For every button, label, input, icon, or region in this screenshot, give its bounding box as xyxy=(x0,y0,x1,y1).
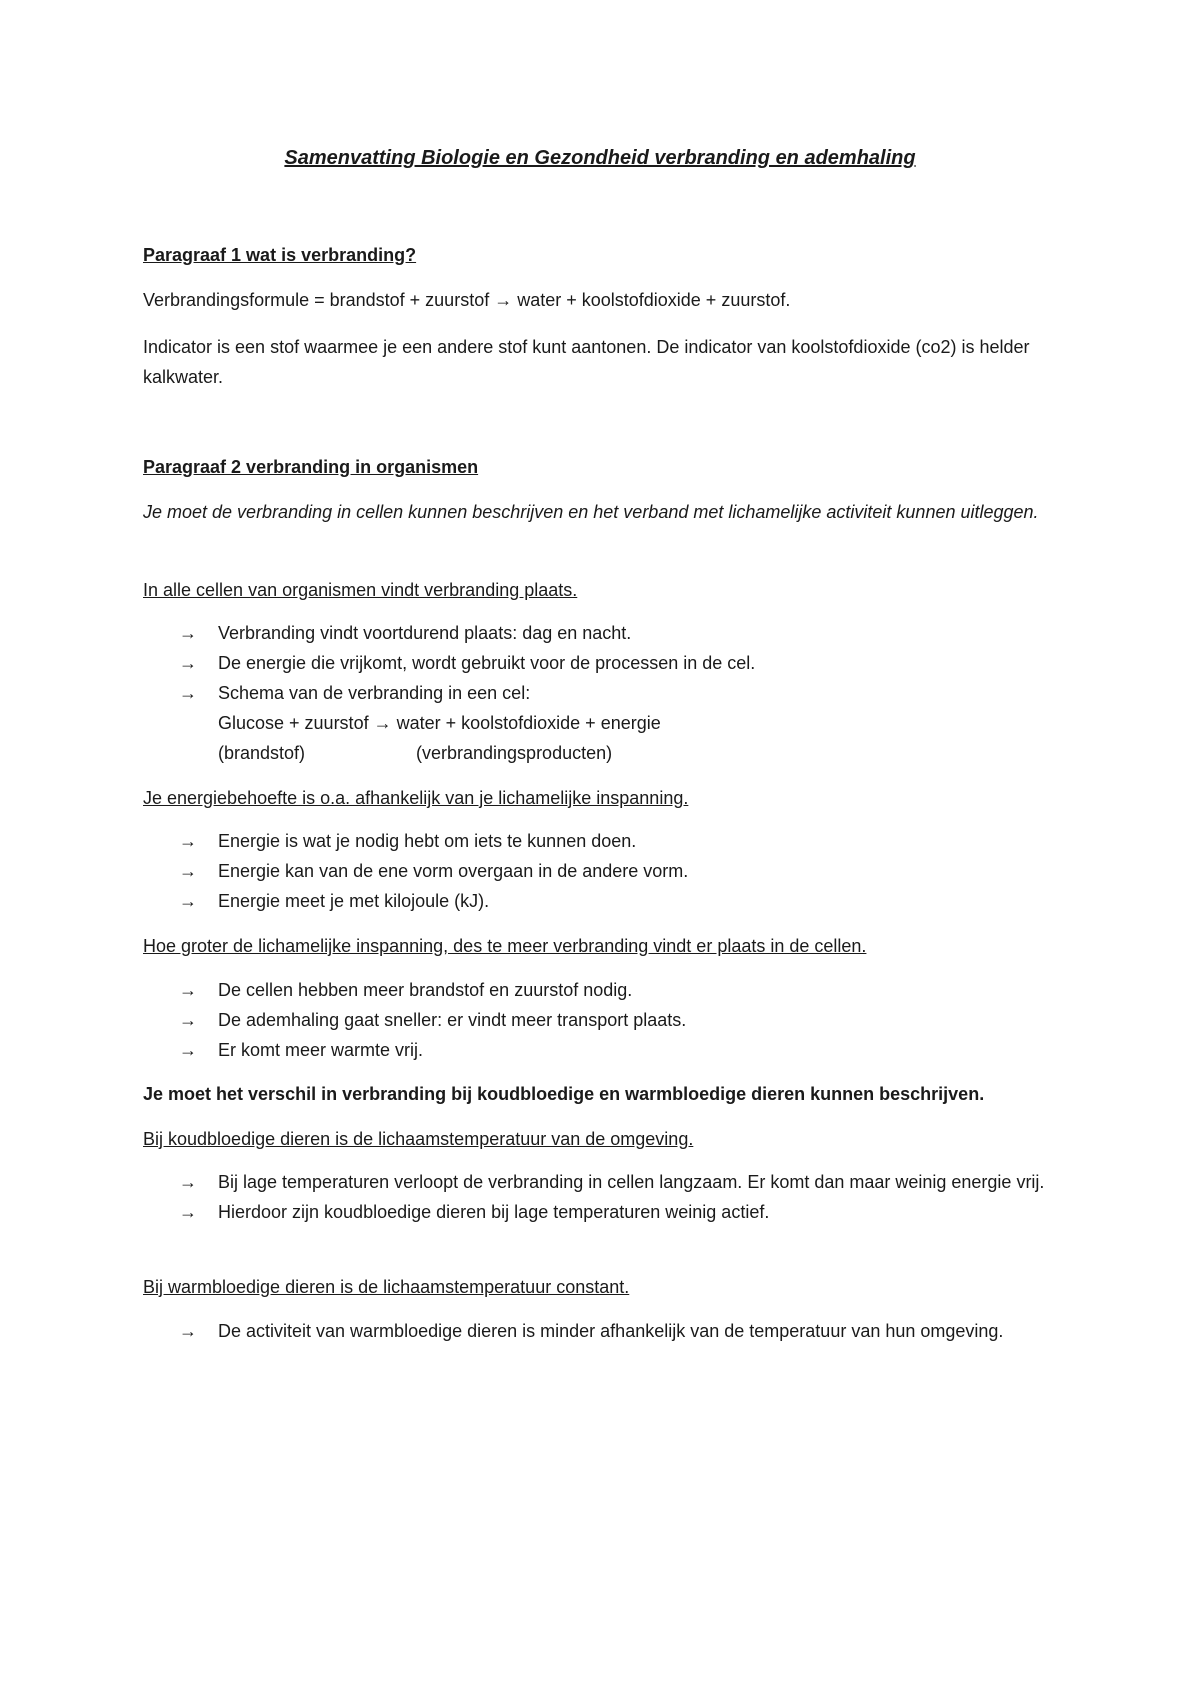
list-item: → Hierdoor zijn koudbloedige dieren bij lage temperaturen weinig actief. xyxy=(143,1197,1063,1227)
arrow-right-icon: → xyxy=(179,683,197,703)
list-item: → Energie meet je met kilojoule (kJ). xyxy=(143,886,1063,916)
list-item: → De activiteit van warmbloedige dieren is minder afhankelijk van de temperatuur van hun omgeving. xyxy=(143,1316,1063,1346)
section-2-heading: Paragraaf 2 verbranding in organismen xyxy=(143,457,479,477)
arrow-right-icon: → xyxy=(179,980,197,1000)
arrow-right-icon: → xyxy=(179,1321,197,1341)
schema-formula: Glucose + zuurstof → water + koolstofdioxide + energie xyxy=(218,713,661,733)
arrow-right-icon: → xyxy=(179,831,197,851)
list-energy xyxy=(143,826,1063,916)
arrow-right-icon: → xyxy=(179,1172,197,1192)
list-item: → De ademhaling gaat sneller: er vindt meer transport plaats. xyxy=(143,1005,1063,1035)
arrow-right-icon: → xyxy=(179,1202,197,1222)
list-item: → Schema van de verbranding in een cel: Glucose + zuurstof → water + koolstofdioxide + energie (brandstof) (verbrandingsproducten) xyxy=(143,678,1063,768)
learning-goal-2: Je moet het verschil in verbranding bij koudbloedige en warmbloedige dieren kunnen beschrijven. xyxy=(143,1084,985,1104)
list-item: → De cellen hebben meer brandstof en zuurstof nodig. xyxy=(143,975,1063,1005)
arrow-right-icon: → xyxy=(179,653,197,673)
list-cold-blooded xyxy=(143,1167,1063,1227)
section-1-heading: Paragraaf 1 wat is verbranding? xyxy=(143,245,417,265)
learning-goal-1: Je moet de verbranding in cellen kunnen beschrijven en het verband met lichamelijke activiteit kunnen uitleggen. xyxy=(143,502,1039,522)
arrow-right-icon: → xyxy=(179,623,197,643)
list-combustion-in-cells xyxy=(143,618,1063,768)
subheading-exertion: Hoe groter de lichamelijke inspanning, des te meer verbranding vindt er plaats in de cellen. xyxy=(143,936,867,956)
arrow-right-icon: → xyxy=(179,1010,197,1030)
schema-labels xyxy=(218,738,1063,768)
subheading-energy-need: Je energiebehoefte is o.a. afhankelijk van je lichamelijke inspanning. xyxy=(143,788,689,808)
document-title: Samenvatting Biologie en Gezondheid verbranding en ademhaling xyxy=(284,147,916,169)
list-item: → De energie die vrijkomt, wordt gebruikt voor de processen in de cel. xyxy=(143,648,1063,678)
schema-label-products: (verbrandingsproducten) xyxy=(416,743,613,763)
arrow-right-icon: → xyxy=(179,1040,197,1060)
subheading-cells: In alle cellen van organismen vindt verbranding plaats. xyxy=(143,580,578,600)
list-item: → Energie kan van de ene vorm overgaan in de andere vorm. xyxy=(143,856,1063,886)
arrow-right-icon: → xyxy=(179,861,197,881)
combustion-formula: Verbrandingsformule = brandstof + zuurstof → water + koolstofdioxide + zuurstof. xyxy=(143,290,791,310)
subheading-warm-blooded: Bij warmbloedige dieren is de lichaamstemperatuur constant. xyxy=(143,1277,630,1297)
arrow-right-icon: → xyxy=(179,891,197,911)
schema-label-fuel: (brandstof) xyxy=(218,743,306,763)
list-warm-blooded xyxy=(143,1316,1063,1346)
list-item: → Er komt meer warmte vrij. xyxy=(143,1035,1063,1065)
list-item: → Bij lage temperaturen verloopt de verbranding in cellen langzaam. Er komt dan maar weinig energie vrij. xyxy=(143,1167,1063,1197)
list-item: → Energie is wat je nodig hebt om iets te kunnen doen. xyxy=(143,826,1063,856)
list-item: → Verbranding vindt voortdurend plaats: dag en nacht. xyxy=(143,618,1063,648)
subheading-cold-blooded: Bij koudbloedige dieren is de lichaamstemperatuur van de omgeving. xyxy=(143,1129,694,1149)
indicator-text: Indicator is een stof waarmee je een andere stof kunt aantonen. De indicator van koolstofdioxide (co2) is helder kalkwater. xyxy=(143,337,1030,387)
list-exertion xyxy=(143,975,1063,1065)
